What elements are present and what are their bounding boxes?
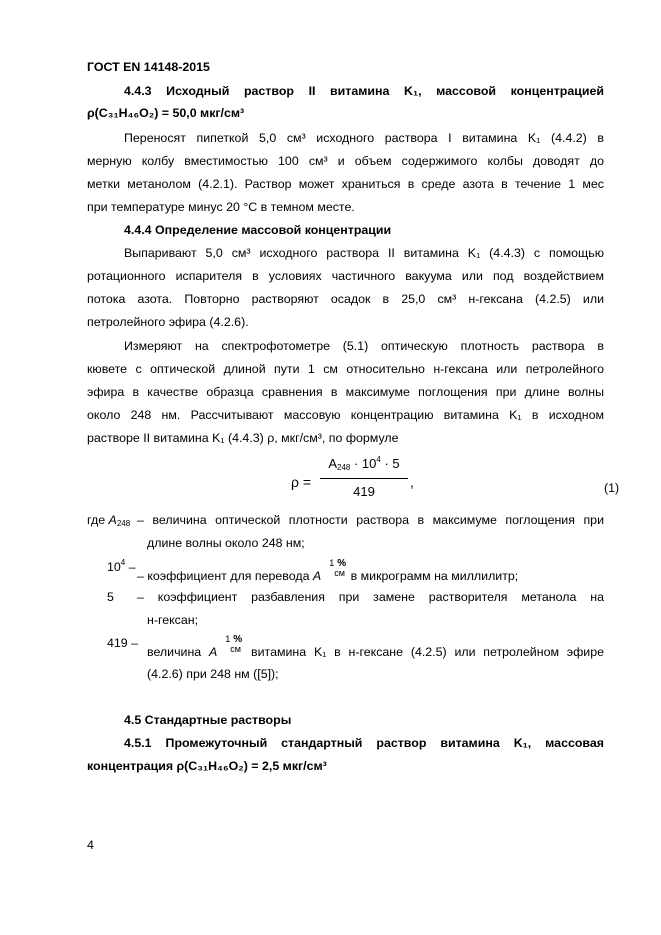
formula-numerator: $A_{248} \cdot 10^4 \cdot 5$	[328, 455, 400, 472]
paragraph-line: Переносят пипеткой 5,0 см³ исходного раствора I витамина K₁ (4.4.2) в	[124, 131, 604, 145]
where-desc-a248-cont: длине волны около 248 нм;	[147, 536, 305, 550]
section-451-number: 4.5.1	[124, 736, 152, 750]
where-desc-419-cont: (4.2.6) при 248 нм ([5]);	[147, 667, 279, 681]
section-443-title-concentration: ρ(C₃₁H₄₆O₂) = 50,0 мкг/см³	[87, 106, 245, 120]
where-desc-10e4: – коэффициент для перевода A 1 % см в микрограмм на миллилитр;	[137, 558, 519, 583]
where-term-10e4: $10^4$ –	[107, 558, 136, 574]
section-443-number: 4.4.3	[124, 84, 152, 98]
formula-comma: ,	[410, 474, 414, 490]
equation-number: (1)	[604, 481, 620, 495]
paragraph-line: метки метанолом (4.2.1). Раствор может храниться в среде азота в течение 1 мес	[87, 177, 604, 191]
paragraph-line: потока азота. Повторно растворяют осадок в 25,0 см³ н-гексана (4.2.5) или	[87, 292, 604, 306]
paragraph-line: эфира в качестве образца сравнения в максимуме поглощения при длине волны	[87, 385, 604, 399]
paragraph-line: Измеряют на спектрофотометре (5.1) оптическую плотность раствора в	[124, 339, 604, 353]
formula-lhs: ρ =	[291, 474, 312, 490]
paragraph-line: при температуре минус 20 °С в темном месте.	[87, 200, 355, 214]
paragraph-line: растворе II витамина K₁ (4.4.3) ρ, мкг/см³, по формуле	[87, 431, 399, 445]
paragraph-line: ротационного испарителя в условиях частичного вакуума или под воздействием	[87, 269, 604, 283]
paragraph-line: петролейного эфира (4.2.6).	[87, 315, 249, 329]
fraction-bar	[320, 478, 408, 479]
paragraph-line: мерную колбу вместимостью 100 см³ и объем содержимого колбы доводят до	[87, 154, 604, 168]
formula-fraction	[320, 456, 410, 506]
where-term-a248: где $A_{248}$	[87, 513, 131, 528]
paragraph-line: кювете с оптической длиной пути 1 см относительно н-гексана или петролейного	[87, 362, 604, 376]
a1-percent-cm-symbol: 1 % см	[225, 634, 243, 654]
paragraph-line: Выпаривают 5,0 см³ исходного раствора II витамина K₁ (4.4.3) с помощью	[124, 246, 604, 260]
section-451-heading	[124, 736, 604, 750]
paragraph-line: около 248 нм. Рассчитывают массовую концентрацию витамина K₁ в исходном	[87, 408, 604, 422]
page-number: 4	[87, 838, 94, 852]
where-desc-419: величина A 1 % см витамина K₁ в н-гексане (4.2.5) или петролейном эфире	[147, 634, 604, 659]
section-45-heading: 4.5 Стандартные растворы	[124, 713, 292, 727]
section-451-title-concentration: концентрация ρ(C₃₁H₄₆O₂) = 2,5 мкг/см³	[87, 759, 327, 773]
where-desc-5: – коэффициент разбавления при замене растворителя метанола на	[137, 590, 604, 604]
section-443-heading	[124, 84, 604, 98]
where-desc-a248: – величина оптической плотности раствора в максимуме поглощения при	[137, 513, 604, 527]
section-443-title: Исходный раствор II витамина K₁, массовой концентрацией	[166, 84, 604, 98]
section-444-heading: 4.4.4 Определение массовой концентрации	[124, 223, 392, 237]
a1-percent-cm-symbol: 1 % см	[329, 558, 347, 578]
document-code: ГОСТ EN 14148-2015	[87, 60, 210, 74]
section-451-title: Промежуточный стандартный раствор витамина K₁, массовая	[165, 736, 604, 750]
where-term-5: 5	[107, 590, 114, 604]
where-desc-5-cont: н-гексан;	[147, 613, 199, 627]
where-term-419: 419 –	[107, 636, 139, 650]
formula-denominator: 419	[353, 484, 375, 499]
